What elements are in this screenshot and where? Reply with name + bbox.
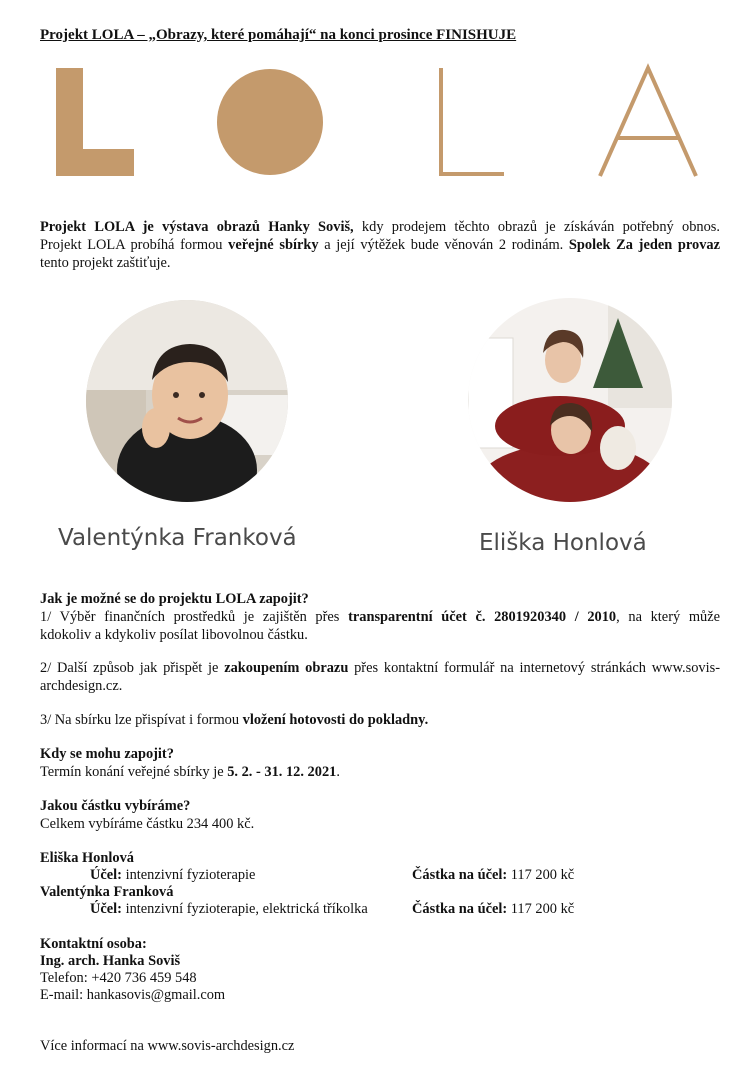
photo-valentynka bbox=[86, 300, 288, 502]
allocation-name: Valentýnka Franková bbox=[40, 884, 174, 900]
allocation-amount: Částka na účel: 117 200 kč bbox=[412, 867, 575, 883]
photo-eliska bbox=[468, 298, 672, 502]
how-heading: Jak je možné se do projektu LOLA zapojit? bbox=[40, 591, 309, 607]
bank-account: transparentní účet č. 2801920340 / 2010 bbox=[348, 609, 617, 625]
amount-text: Celkem vybíráme částku 234 400 kč. bbox=[40, 816, 255, 832]
contact-phone: Telefon: +420 736 459 548 bbox=[40, 970, 197, 986]
lola-logo bbox=[40, 62, 720, 182]
how-paragraph-3: 3/ Na sbírku lze přispívat i formou vložení hotovosti do pokladny. bbox=[40, 712, 429, 728]
contact-heading: Kontaktní osoba: bbox=[40, 936, 147, 952]
page-title: Projekt LOLA – „Obrazy, které pomáhají“ na konci prosince FINISHUJE bbox=[40, 27, 517, 43]
logo-letter-a bbox=[600, 68, 696, 176]
beneficiary-name: Eliška Honlová bbox=[479, 530, 647, 556]
logo-letter-o bbox=[217, 69, 323, 175]
amount-heading: Jakou částku vybíráme? bbox=[40, 798, 191, 814]
allocation-name: Eliška Honlová bbox=[40, 850, 134, 866]
how-paragraph-1: 1/ Výběr finančních prostředků je zajištěn přes transparentní účet č. 2801920340 / 2010, na který může kdokoliv a kdykoliv posílat libovolnou částku. bbox=[40, 609, 720, 643]
collection-period: 5. 2. - 31. 12. 2021 bbox=[227, 764, 337, 780]
when-heading: Kdy se mohu zapojit? bbox=[40, 746, 174, 762]
contact-email: E-mail: hankasovis@gmail.com bbox=[40, 987, 226, 1003]
intro-paragraph: Projekt LOLA je výstava obrazů Hanky Soviš, kdy prodejem těchto obrazů je získáván potřebný obnos. Projekt LOLA probíhá formou veřejné sbírky a její výtěžek bude věnován 2 rodinám. Spolek Za jeden provaz tento projekt zaštiťuje. bbox=[40, 219, 720, 271]
allocation-purpose: Účel: intenzivní fyzioterapie, elektrická tříkolka bbox=[90, 901, 368, 917]
intro-bold: Projekt LOLA je výstava obrazů Hanky Soviš, bbox=[40, 219, 354, 235]
beneficiary-name: Valentýnka Franková bbox=[58, 525, 297, 551]
footer-text: Více informací na www.sovis-archdesign.cz bbox=[40, 1038, 295, 1054]
logo-letter-l-thin bbox=[441, 68, 504, 174]
contact-person: Ing. arch. Hanka Soviš bbox=[40, 953, 181, 969]
allocation-amount: Částka na účel: 117 200 kč bbox=[412, 901, 575, 917]
how-paragraph-2: 2/ Další způsob jak přispět je zakoupením obrazu přes kontaktní formulář na internetový stránkách www.sovis- archdesign.cz. bbox=[40, 660, 720, 694]
when-text: Termín konání veřejné sbírky je 5. 2. - 31. 12. 2021. bbox=[40, 764, 340, 780]
allocation-purpose: Účel: intenzivní fyzioterapie bbox=[90, 867, 256, 883]
